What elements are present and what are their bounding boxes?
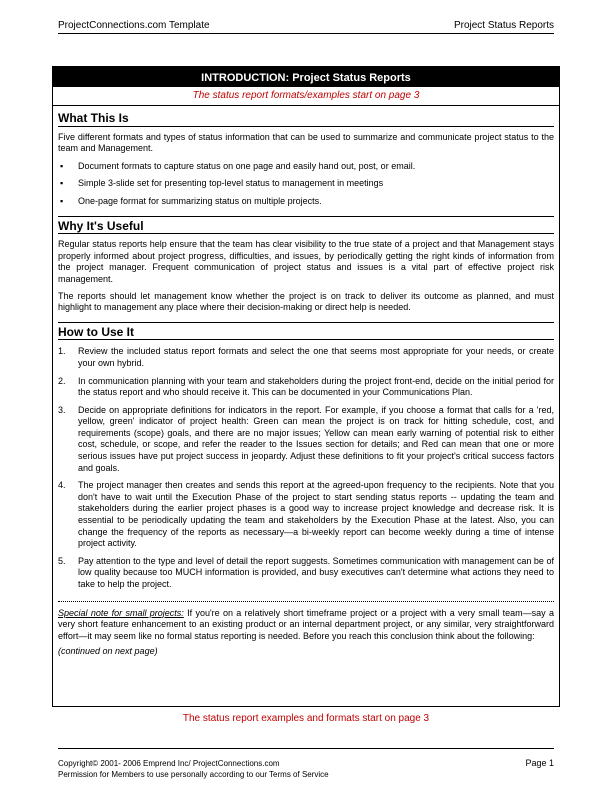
page-footer — [58, 758, 554, 780]
list-item: 2. In communication planning with your team and stakeholders during the project front-end, decide on the initial period for the status report and who should receive it. This can be documented in your Communications Plan. — [58, 375, 554, 398]
intro-content — [53, 113, 559, 658]
continued-note: (continued on next page) — [58, 646, 158, 657]
page-number: Page 1 — [525, 758, 554, 768]
intro-box — [52, 66, 560, 707]
header-rule — [58, 33, 554, 34]
what-bullet-list — [58, 161, 554, 208]
special-note-label: Special note for small projects: — [58, 607, 184, 618]
bullet-icon: ▪ — [60, 160, 64, 171]
footer-permission: Permission for Members to use personally according to our Terms of Service — [58, 770, 329, 779]
special-note — [58, 601, 554, 643]
why-paragraph-1: Regular status reports help ensure that the team has clear visibility to the true state of a project and that Management stays properly informed about project progress, difficulties, and issues, by periodically getting the right kinds of information from the project manager. Frequent communication of project status and issues is a vital part of effective project risk management. — [58, 239, 554, 284]
section-heading-what: What This Is — [58, 113, 554, 127]
special-note-text: If you're on a relatively short timeframe project or a project with a very small team—say a very short feature enhancement to an existing product or an internal department project, or any similar, very straightforward effort—it may seem like no formal status reporting is needed. Before you reach this conclusion think about the following: — [58, 607, 554, 641]
bullet-icon: ▪ — [60, 178, 64, 189]
bottom-note: The status report examples and formats start on page 3 — [182, 713, 430, 724]
what-intro: Five different formats and types of status information that can be used to summarize and communicate project status to the team and Management. — [58, 131, 554, 154]
section-heading-how: How to Use It — [58, 322, 554, 341]
section-heading-why: Why It's Useful — [58, 216, 554, 235]
header-site-name: ProjectConnections.com Template — [58, 20, 210, 31]
list-item: 4. The project manager then creates and sends this report at the agreed-upon frequency to the recipients. Note that you don't have to wait until the Execution Phase of the project to start sending status reports -- updating the team and stakeholders during the earlier project phases is a good way to increase project knowledge and decrease risk. It is essential to be periodically updating the team and stakeholders by the Execution Phase at the latest. Also, you can change the frequency of the reports as necessary—a bi-weekly report can become weekly during a time of intense project activity. — [58, 480, 554, 549]
footer-rule — [58, 748, 554, 749]
how-numbered-list — [58, 346, 554, 590]
intro-subtitle: The status report formats/examples start on page 3 — [53, 87, 559, 106]
bullet-icon: ▪ — [60, 195, 64, 206]
page-header — [58, 20, 554, 34]
list-item: 3. Decide on appropriate definitions for indicators in the report. For example, if you choose a format that calls for a 'red, yellow, green' indicator of project health: Green can mean the project is on track for hitting schedule, cost, and requirements (scope) goals, and there are no major issues; Yellow can mean early warning of potential risk to either cost, schedule, or scope, and refer the reader to the Issues section for details; and Red can mean that one or more serious issues have put project success in jeopardy. Adjust these definitions to fit your project's critical success factors and goals. — [58, 404, 554, 473]
why-paragraph-2: The reports should let management know whether the project is on track to deliver its outcome as planned, and must highlight to management any place where their decision-making or direct help is needed. — [58, 290, 554, 313]
list-item: ▪ Simple 3-slide set for presenting top-level status to management in meetings — [60, 178, 384, 189]
intro-title: INTRODUCTION: Project Status Reports — [53, 67, 559, 87]
footer-copyright: Copyright© 2001- 2006 Emprend Inc/ ProjectConnections.com — [58, 759, 280, 768]
list-item: 5. Pay attention to the type and level of detail the report suggests. Sometimes communication with management can be of low quality because too MUCH information is provided, and busy executives can't determine what actions they need to take to help the project. — [58, 555, 554, 589]
list-item: 1. Review the included status report formats and select the one that seems most appropriate for your needs, or create your own hybrid. — [58, 346, 554, 368]
header-document-name: Project Status Reports — [453, 20, 554, 31]
list-item: ▪ One-page format for summarizing status on multiple projects. — [60, 195, 322, 206]
list-item: ▪ Document formats to capture status on one page and easily hand out, post, or email. — [60, 160, 416, 171]
